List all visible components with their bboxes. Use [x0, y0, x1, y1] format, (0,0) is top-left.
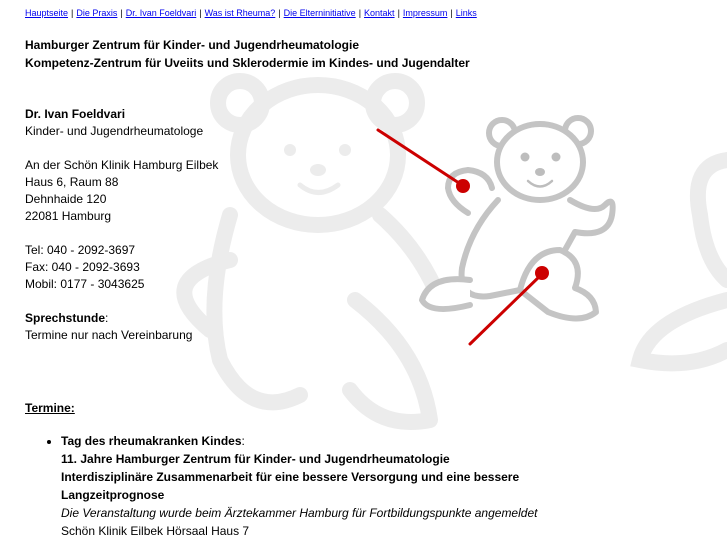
event-name: Tag des rheumakranken Kindes	[61, 434, 242, 448]
event-name-colon: :	[241, 434, 245, 448]
nav-link-doctor[interactable]: Dr. Ivan Foeldvari	[125, 8, 197, 18]
nav-link-rheuma[interactable]: Was ist Rheuma?	[204, 8, 276, 18]
nav-separator: |	[450, 8, 453, 18]
list-item	[61, 432, 581, 540]
event-location: Schön Klinik Eilbek Hörsaal Haus 7	[61, 524, 250, 538]
nav-link-praxis[interactable]: Die Praxis	[76, 8, 118, 18]
nav-link-kontakt[interactable]: Kontakt	[364, 8, 395, 18]
nav-separator: |	[71, 8, 74, 18]
address-city: 22081 Hamburg	[25, 209, 112, 223]
sprechstunde-colon: :	[105, 311, 109, 325]
contact-mobil: Mobil: 0177 - 3043625	[25, 277, 145, 291]
nav-link-hauptseite[interactable]: Hauptseite	[25, 8, 69, 18]
nav-link-elterninitiative[interactable]: Die Elterninitiative	[283, 8, 356, 18]
sprechstunde-heading	[25, 310, 218, 327]
top-navigation	[25, 8, 477, 18]
address-street: Dehnhaide 120	[25, 192, 107, 206]
nav-link-impressum[interactable]: Impressum	[402, 8, 448, 18]
contact-tel: Tel: 040 - 2092-3697	[25, 243, 136, 257]
heading-line-1: Hamburger Zentrum für Kinder- und Jugendrheumatologie	[25, 38, 360, 52]
termine-heading: Termine:	[25, 401, 75, 415]
heading-line-2: Kompetenz-Zentrum für Uveiits und Sklerodermie im Kindes- und Jugendalter	[25, 56, 470, 70]
nav-separator: |	[358, 8, 362, 18]
nav-separator: |	[278, 8, 281, 18]
event-note: Die Veranstaltung wurde beim Ärztekammer Hamburg für Fortbildungspunkte angemeldet	[61, 506, 538, 520]
doctor-name: Dr. Ivan Foeldvari	[25, 107, 126, 121]
doctor-info	[25, 106, 218, 344]
nav-separator: |	[397, 8, 400, 18]
event-line-2: Interdisziplinäre Zusammenarbeit für eine bessere Versorgung und eine bessere Langzeitprognose	[61, 470, 520, 502]
sprechstunde-text: Termine nur nach Vereinbarung	[25, 328, 193, 342]
page-heading	[25, 36, 470, 72]
contact-fax: Fax: 040 - 2092-3693	[25, 260, 140, 274]
event-line-1: 11. Jahre Hamburger Zentrum für Kinder- und Jugendrheumatologie	[61, 452, 450, 466]
address-clinic: An der Schön Klinik Hamburg Eilbek	[25, 158, 219, 172]
nav-link-links[interactable]: Links	[455, 8, 477, 18]
doctor-title: Kinder- und Jugendrheumatologe	[25, 124, 204, 138]
termine-list	[45, 432, 581, 540]
nav-separator: |	[120, 8, 123, 18]
nav-separator: |	[199, 8, 202, 18]
sprechstunde-label: Sprechstunde	[25, 311, 106, 325]
address-building: Haus 6, Raum 88	[25, 175, 119, 189]
